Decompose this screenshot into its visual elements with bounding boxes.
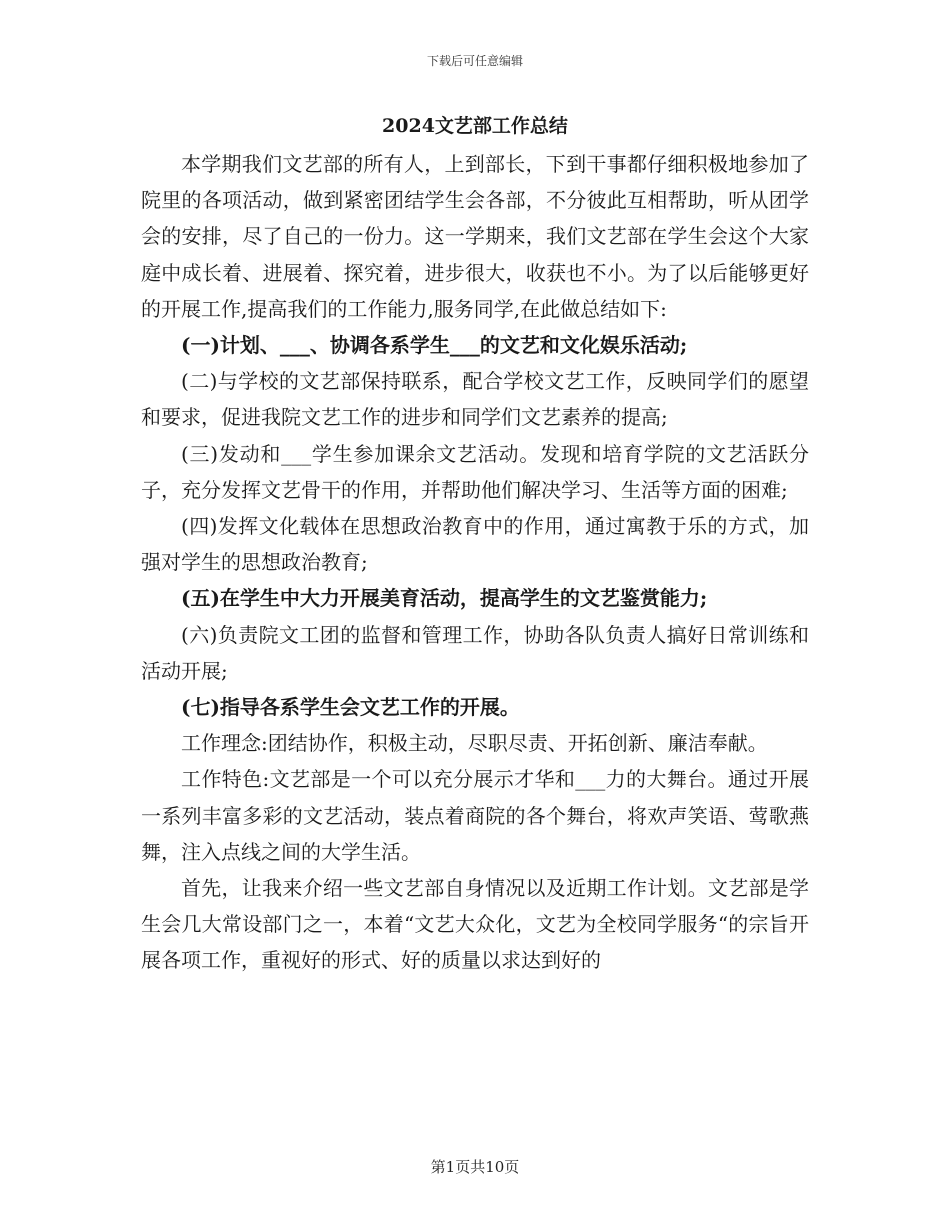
document-title: 2024文艺部工作总结 <box>382 115 568 137</box>
paragraph-item-6: (六)负责院文工团的监督和管理工作，协助各队负责人搞好日常训练和活动开展; <box>141 622 809 683</box>
document-body <box>141 110 809 979</box>
paragraph-item-7: (七)指导各系学生会文艺工作的开展。 <box>181 695 520 720</box>
paragraph-item-1: (一)计划、___、协调各系学生___的文艺和文化娱乐活动; <box>181 333 688 358</box>
paragraph-work-philosophy: 工作理念:团结协作，积极主动，尽职尽责、开拓创新、廉洁奉献。 <box>181 731 768 756</box>
paragraph-intro: 本学期我们文艺部的所有人，上到部长，下到干事都仔细积极地参加了院里的各项活动，做到紧密团结学生会各部，不分彼此互相帮助，听从团学会的安排，尽了自己的一份力。这一学期来，我们文艺部在学生会这个大家庭中成长着、进展着、探究着，进步很大，收获也不小。为了以后能够更好的开展工作,提高我们的工作能力,服务同学,在此做总结如下: <box>141 152 809 321</box>
page-number: 第1页共10页 <box>430 1158 520 1176</box>
paragraph-introduction: 首先，让我来介绍一些文艺部自身情况以及近期工作计划。文艺部是学生会几大常设部门之一，本着“文艺大众化，文艺为全校同学服务“的宗旨开展各项工作，重视好的形式、好的质量以求达到好的 <box>141 876 809 973</box>
paragraph-item-3: (三)发动和___学生参加课余文艺活动。发现和培育学院的文艺活跃分子，充分发挥文艺骨干的作用，并帮助他们解决学习、生活等方面的困难; <box>141 441 809 502</box>
paragraph-item-2: (二)与学校的文艺部保持联系，配合学校文艺工作，反映同学们的愿望和要求，促进我院文艺工作的进步和同学们文艺素养的提高; <box>141 369 809 430</box>
paragraph-work-features: 工作特色:文艺部是一个可以充分展示才华和___力的大舞台。通过开展一系列丰富多彩的文艺活动，装点着商院的各个舞台，将欢声笑语、莺歌燕舞，注入点线之间的大学生活。 <box>141 767 809 864</box>
paragraph-item-4: (四)发挥文化载体在思想政治教育中的作用，通过寓教于乐的方式，加强对学生的思想政治教育; <box>141 514 809 575</box>
paragraph-item-5: (五)在学生中大力开展美育活动，提高学生的文艺鉴赏能力; <box>181 586 708 611</box>
page-header-note: 下载后可任意编辑 <box>426 54 523 68</box>
